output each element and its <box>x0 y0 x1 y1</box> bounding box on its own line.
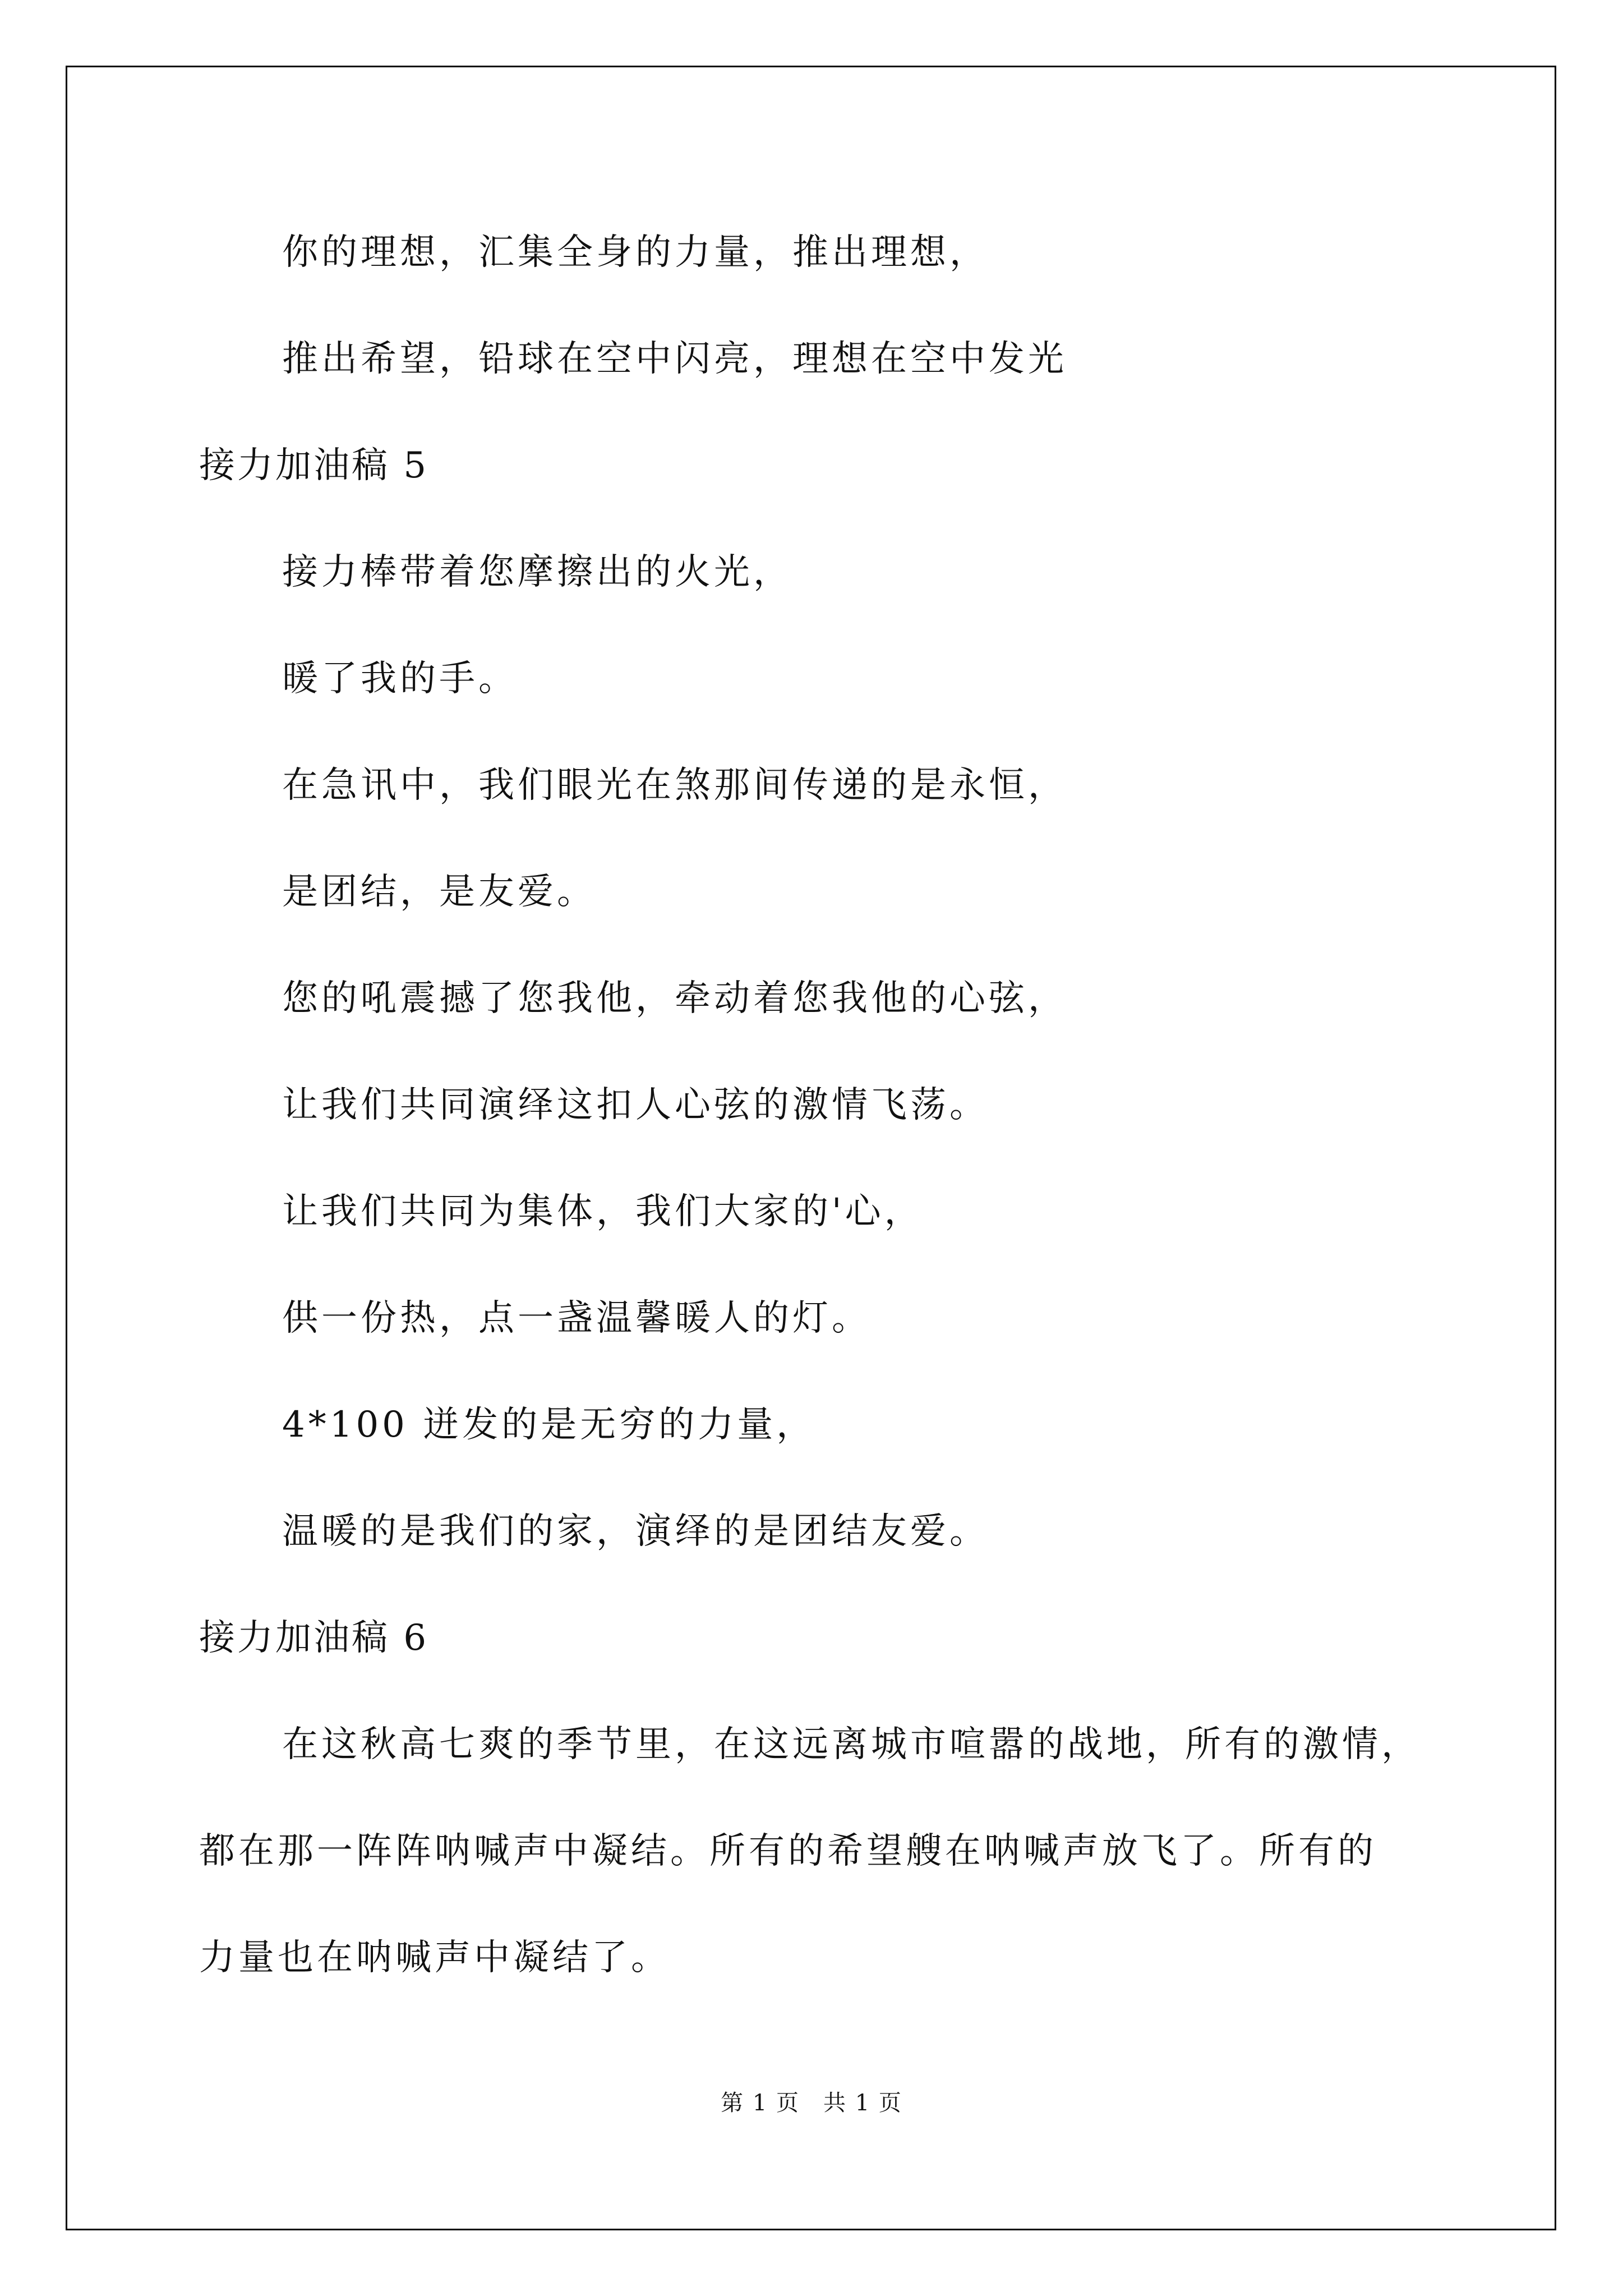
paragraph-line: 都在那一阵阵呐喊声中凝结。所有的希望艘在呐喊声放飞了。所有的 <box>199 1830 1377 1872</box>
paragraph-line: 推出希望，铅球在空中闪亮，理想在空中发光 <box>282 338 1067 380</box>
paragraph-line: 在这秋高七爽的季节里，在这远离城市喧嚣的战地，所有的激情， <box>282 1724 1421 1765</box>
paragraph-line: 您的吼震撼了您我他，牵动着您我他的心弦， <box>282 978 1067 1019</box>
section-heading: 接力加油稿 6 <box>199 1617 429 1659</box>
page-border <box>66 66 1556 2230</box>
paragraph-line: 在急讯中，我们眼光在煞那间传递的是永恒， <box>282 765 1067 806</box>
paragraph-line: 让我们共同为集体，我们大家的'心， <box>282 1191 924 1232</box>
paragraph-line: 是团结，是友爱。 <box>282 871 596 913</box>
paragraph-line: 你的理想，汇集全身的力量，推出理想， <box>282 232 989 273</box>
paragraph-line: 力量也在呐喊声中凝结了。 <box>199 1937 670 1978</box>
page-number-footer: 第 1 页 共 1 页 <box>721 2090 902 2116</box>
paragraph-line: 暖了我的手。 <box>282 658 518 700</box>
paragraph-line: 接力棒带着您摩擦出的火光， <box>282 551 792 593</box>
paragraph-line: 温暖的是我们的家，演绎的是团结友爱。 <box>282 1511 989 1552</box>
paragraph-line: 让我们共同演绎这扣人心弦的激情飞荡。 <box>282 1084 989 1126</box>
section-heading: 接力加油稿 5 <box>199 445 429 486</box>
paragraph-line: 4*100 迸发的是无穷的力量， <box>282 1404 816 1446</box>
paragraph-line: 供一份热，点一盏温馨暖人的灯。 <box>282 1297 871 1339</box>
